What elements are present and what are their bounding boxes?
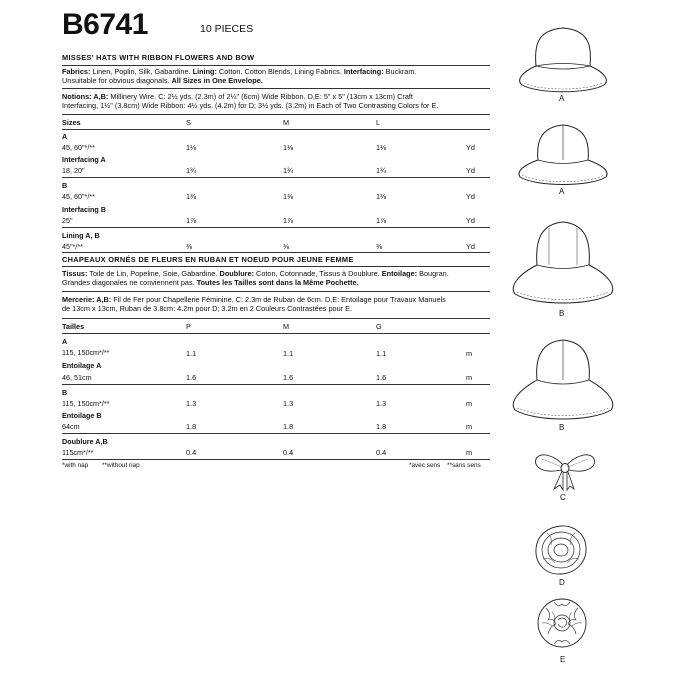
value-cell: 1.6 — [283, 373, 294, 382]
pochette-note: Toutes les Tailles sont dans la Même Pochette. — [196, 278, 359, 287]
tissus-label: Tissus: — [62, 269, 88, 278]
value-cell: 1.8 — [283, 422, 294, 431]
row-label: B — [62, 181, 68, 190]
notions-line2: Interfacing, 1½" (3.8cm) Wide Ribbon: 4½ yds. (4.2m) for D; 3½ yds. (3.2m) in Each of Two Contrasting Colors for E. — [62, 101, 439, 110]
unit-cell: Yd — [466, 143, 475, 152]
interfacing-label: Interfacing: — [343, 67, 384, 76]
value-cell: 1.3 — [283, 399, 294, 408]
unit-cell: m — [466, 349, 473, 358]
size-col-s: S — [186, 118, 191, 127]
lining-text: Cotton, Cotton Blends, Lining Fabrics. — [216, 67, 344, 76]
value-cell: 1.6 — [376, 373, 387, 382]
value-cell: ⅜ — [186, 242, 193, 251]
footnote-sans-sens: **sans sens — [447, 462, 481, 469]
divider — [62, 114, 490, 115]
entoilage-label: Entoilage: — [381, 269, 418, 278]
entoilage-text: Bougran. — [417, 269, 449, 278]
pattern-number: B6741 — [62, 8, 148, 41]
value-cell: 1.1 — [283, 349, 294, 358]
divider — [62, 384, 490, 385]
row-sub: 64cm — [62, 422, 80, 431]
footnote-avec-sens: *avec sens — [409, 462, 441, 469]
footnote-with-nap: *with nap — [62, 462, 89, 469]
value-cell: 1.3 — [186, 399, 197, 408]
interfacing-text: Buckram. — [383, 67, 417, 76]
unit-cell: Yd — [466, 166, 475, 175]
doublure-text: Coton, Cotonnade, Tissus à Doublure. — [254, 269, 382, 278]
value-cell: 0.4 — [283, 448, 294, 457]
row-sub: 115, 150cm*/** — [62, 348, 110, 357]
size-col-m: M — [283, 322, 290, 331]
divider — [62, 333, 490, 334]
value-cell: ⅜ — [376, 242, 383, 251]
unit-cell: Yd — [466, 192, 475, 201]
mercerie-line1: Fil de Fer pour Chapellerie Féminine. C: 2.3m de Ruban de 6cm. D,E: Entoilage pour Travaux Manuels — [111, 295, 446, 304]
row-label: Interfacing A — [62, 155, 106, 164]
figure-label-e: E — [560, 655, 566, 664]
tissus-note: Grandes diagonales ne conviennent pas. — [62, 278, 197, 287]
mercerie-paragraph — [62, 295, 490, 313]
unit-cell: m — [466, 422, 473, 431]
row-sub: 45, 60"*/** — [62, 143, 95, 152]
unit-cell: m — [466, 399, 473, 408]
figure-label-b-back: B — [559, 423, 565, 432]
ribbon-flower-d-illustration — [533, 523, 589, 577]
row-label: Lining A, B — [62, 231, 100, 240]
unit-cell: m — [466, 448, 473, 457]
mercerie-label: Mercerie: A,B: — [62, 295, 112, 304]
row-label: A — [62, 132, 68, 141]
value-cell: 1¾ — [186, 166, 197, 175]
size-col-l: L — [376, 118, 381, 127]
value-cell: 1.3 — [376, 399, 387, 408]
size-col-p: P — [186, 322, 191, 331]
figure-label-d: D — [559, 578, 565, 587]
hat-b-front-illustration — [505, 210, 621, 306]
fabrics-paragraph — [62, 67, 490, 85]
row-label: Entoilage A — [62, 361, 102, 370]
divider — [62, 65, 490, 66]
row-sub: 45, 60"*/** — [62, 192, 95, 201]
value-cell: 1⅛ — [376, 143, 387, 152]
row-label: Entoilage B — [62, 411, 102, 420]
fabrics-label: Fabrics: — [62, 67, 91, 76]
value-cell: 0.4 — [376, 448, 387, 457]
value-cell: 1⅜ — [283, 192, 294, 201]
notions-paragraph — [62, 92, 490, 110]
value-cell: 1⅛ — [283, 143, 294, 152]
fabrics-text: Linen, Poplin, Silk, Gabardine. — [90, 67, 193, 76]
size-col-g: G — [376, 322, 382, 331]
unit-cell: Yd — [466, 242, 475, 251]
row-label: A — [62, 337, 68, 346]
hat-b-back-illustration — [505, 330, 621, 422]
value-cell: 1.1 — [376, 349, 387, 358]
divider — [62, 266, 490, 267]
unit-cell: Yd — [466, 216, 475, 225]
row-label: Doublure A,B — [62, 437, 108, 446]
unit-cell: m — [466, 373, 473, 382]
divider — [62, 318, 490, 319]
lining-label: Lining: — [192, 67, 217, 76]
value-cell: 1¾ — [376, 166, 387, 175]
tissus-text: Toile de Lin, Popeline, Soie, Gabardine. — [87, 269, 220, 278]
row-sub: 46, 51cm — [62, 373, 92, 382]
footnote-without-nap: **without nap — [102, 462, 140, 469]
divider — [62, 433, 490, 434]
divider — [62, 252, 490, 253]
mercerie-line2: de 13cm x 13cm, Ruban de 3.8cm: 4.2m pour D; 3.2m en 2 Couleurs Contrastées pour E. — [62, 304, 352, 313]
notions-label: Notions: A,B: — [62, 92, 109, 101]
sizes-header: Sizes — [62, 118, 81, 127]
english-title: MISSES' HATS WITH RIBBON FLOWERS AND BOW — [62, 53, 255, 62]
value-cell: 1.8 — [186, 422, 197, 431]
hat-a-front-illustration — [508, 14, 618, 94]
hat-a-back-illustration — [508, 115, 618, 190]
figure-label-b: B — [559, 309, 565, 318]
divider — [62, 129, 490, 130]
divider — [62, 88, 490, 89]
tailles-header: Tailles — [62, 322, 85, 331]
value-cell: 1⅛ — [186, 143, 197, 152]
value-cell: 1.1 — [186, 349, 197, 358]
ribbon-flower-e-illustration — [534, 596, 590, 650]
value-cell: 0.4 — [186, 448, 197, 457]
size-col-m: M — [283, 118, 290, 127]
row-sub: 115, 150cm*/** — [62, 399, 110, 408]
row-label: B — [62, 388, 68, 397]
doublure-label: Doublure: — [219, 269, 255, 278]
value-cell: 1⅞ — [283, 216, 294, 225]
value-cell: ⅜ — [283, 242, 290, 251]
value-cell: 1⅜ — [376, 192, 387, 201]
value-cell: 1.6 — [186, 373, 197, 382]
tissus-paragraph — [62, 269, 490, 287]
value-cell: 1⅞ — [186, 216, 197, 225]
divider — [62, 177, 490, 178]
divider — [62, 227, 490, 228]
row-label: Interfacing B — [62, 205, 106, 214]
value-cell: 1.8 — [376, 422, 387, 431]
value-cell: 1⅞ — [376, 216, 387, 225]
divider — [62, 291, 490, 292]
divider — [62, 459, 490, 460]
row-sub: 45"*/** — [62, 242, 83, 251]
row-sub: 115cm*/** — [62, 448, 94, 457]
figure-label-a: A — [559, 94, 565, 103]
ribbon-bow-illustration — [530, 445, 600, 493]
fabrics-note: Unsuitable for obvious diagonals. — [62, 76, 172, 85]
value-cell: 1⅜ — [186, 192, 197, 201]
french-title: CHAPEAUX ORNÉS DE FLEURS EN RUBAN ET NOEUD POUR JEUNE FEMME — [62, 255, 354, 264]
value-cell: 1¾ — [283, 166, 294, 175]
figure-label-c: C — [560, 493, 566, 502]
row-sub: 25" — [62, 216, 73, 225]
row-sub: 18, 20" — [62, 166, 85, 175]
envelope-note: All Sizes in One Envelope. — [171, 76, 263, 85]
notions-line1: Millinery Wire. C: 2½ yds. (2.3m) of 2¼" (6cm) Wide Ribbon. D,E: 5" x 5" (13cm x 13cm) Craft — [108, 92, 413, 101]
figure-label-a-back: A — [559, 187, 565, 196]
pieces-count: 10 PIECES — [200, 23, 254, 35]
